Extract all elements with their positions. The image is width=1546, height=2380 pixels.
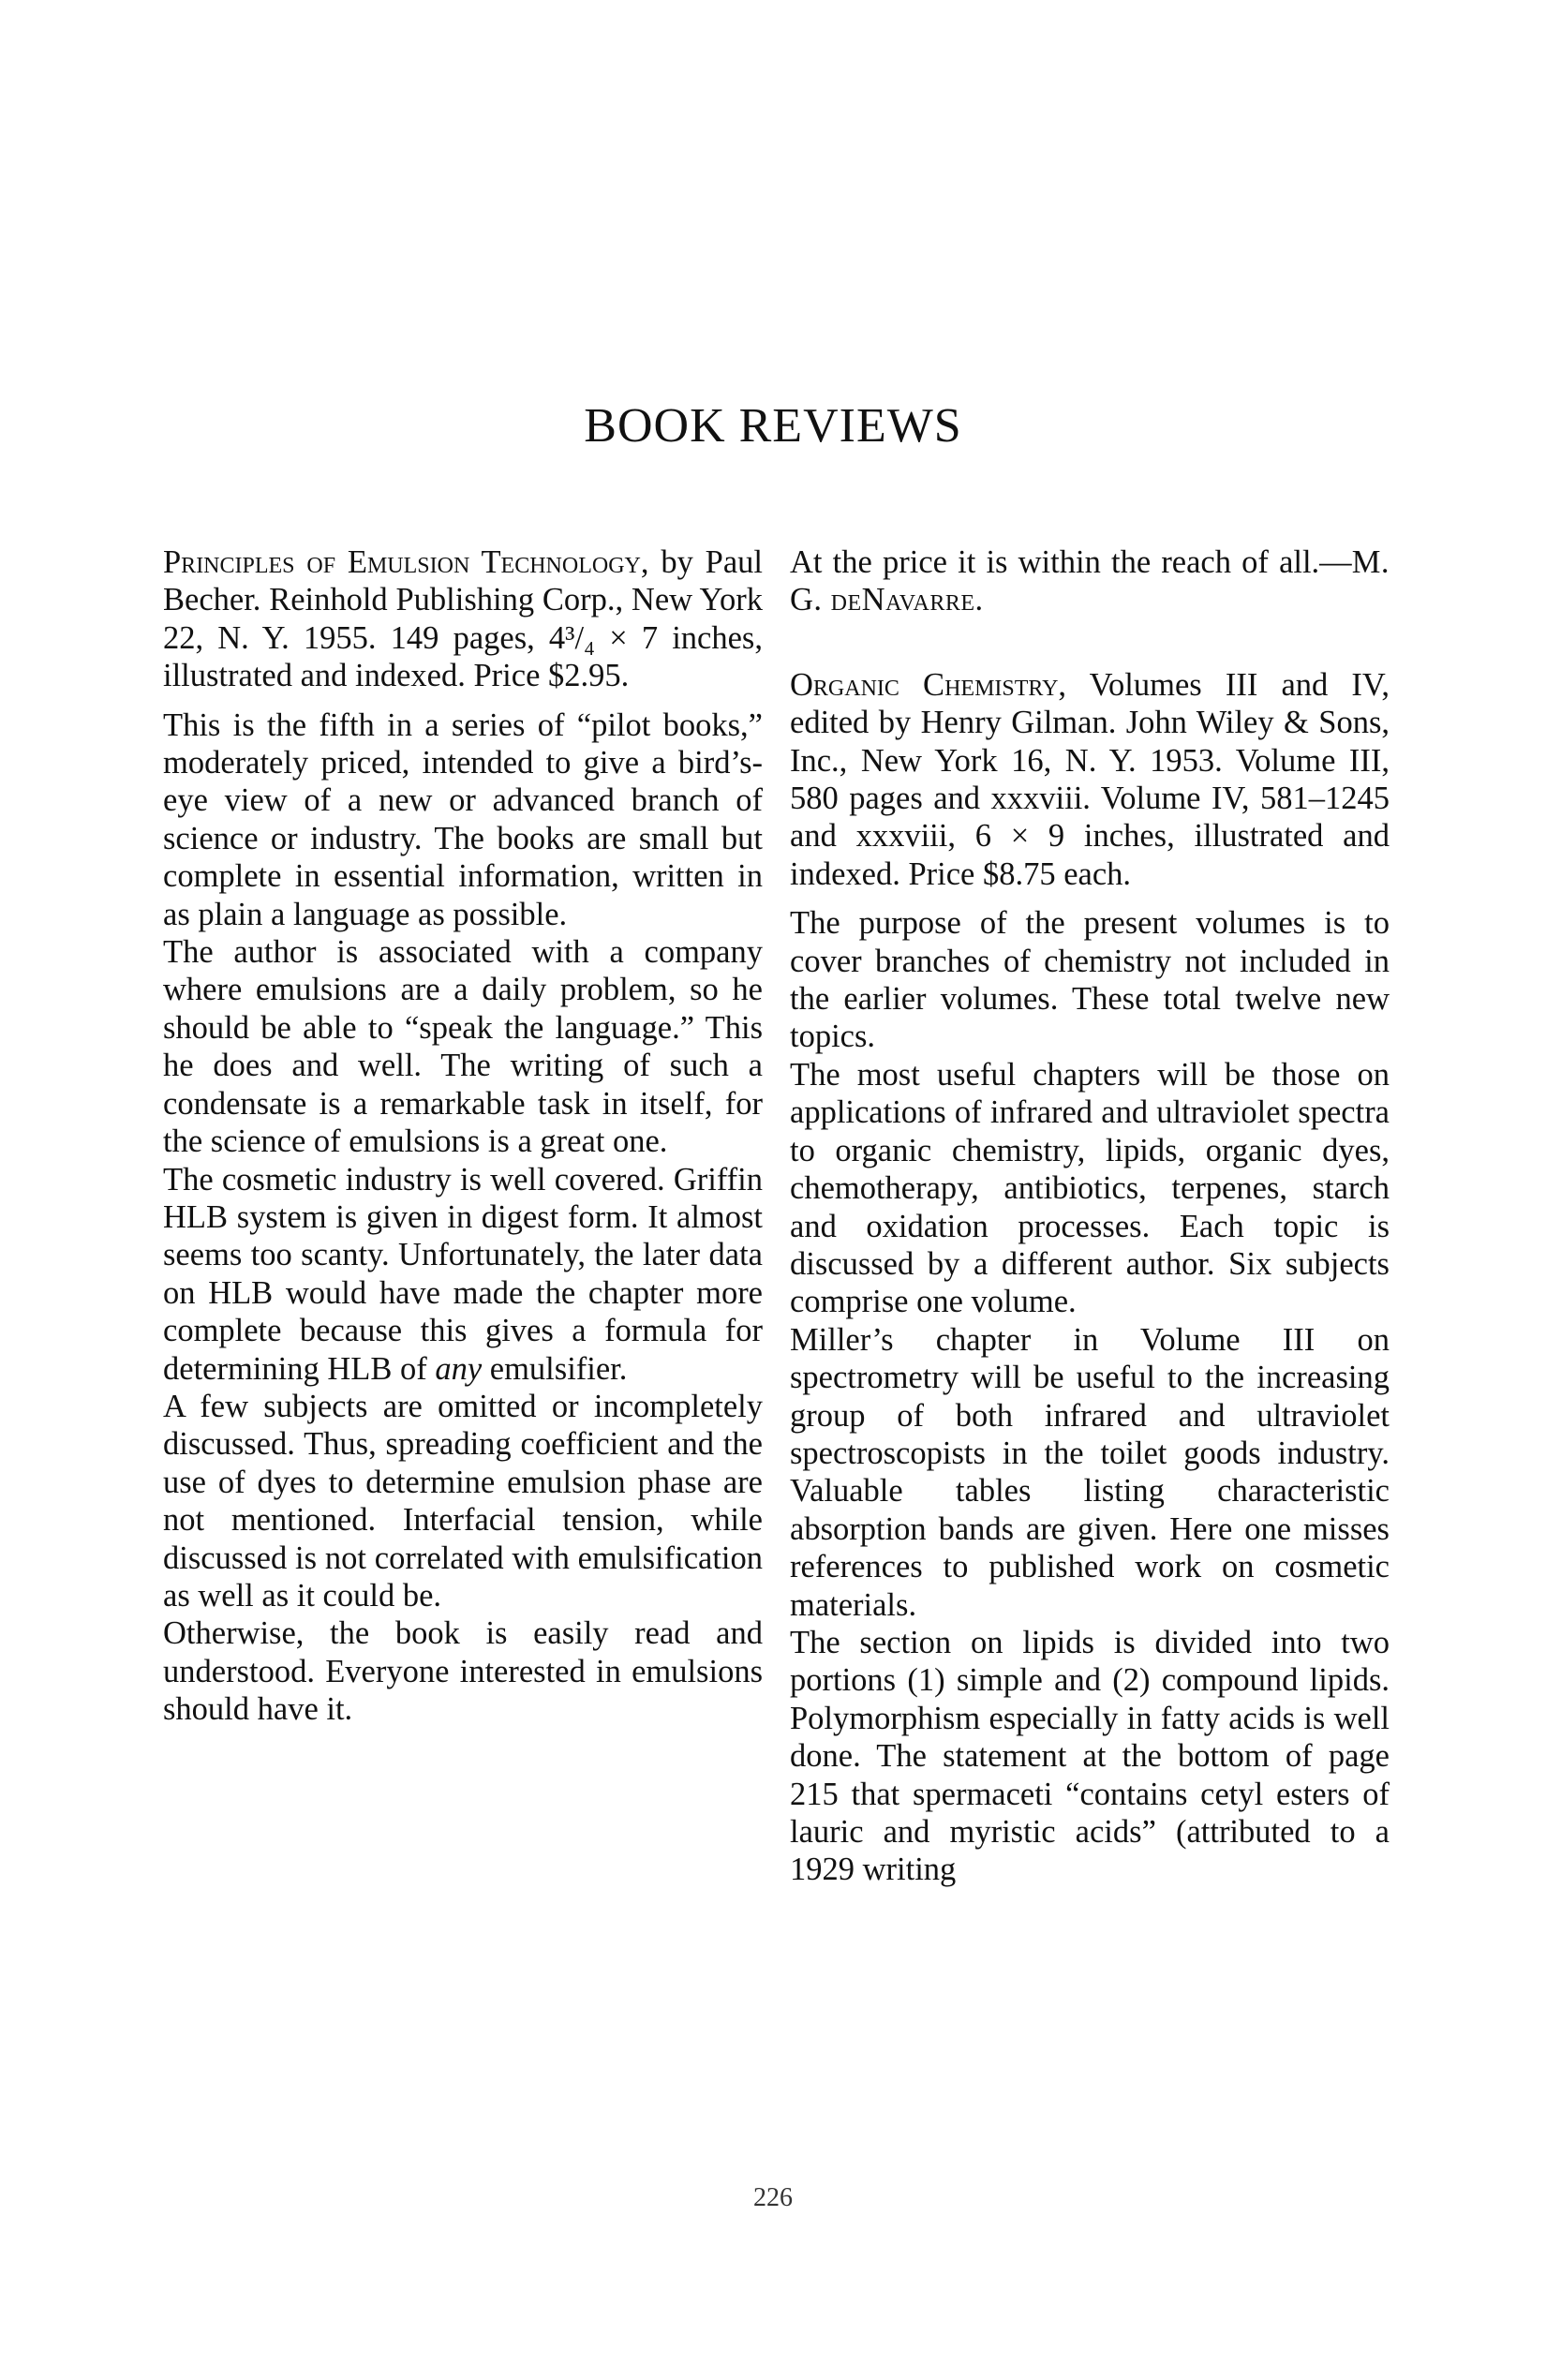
page-number: 226 [753,2183,793,2212]
review-paragraph: The author is associated with a company where emulsions are a daily problem, so he should be able to “speak the language.” This he does and well. The writing of such a condensate is a remarkable task in itself, for the science of emulsions is a great one. [163,934,763,1160]
closing-text: At the price it is within the reach of all.— [790,544,1352,580]
review-paragraph [163,1161,763,1388]
book-title: Principles of Emulsion Technology, [163,544,649,580]
paragraph-text: emulsifier. [489,1350,628,1387]
citation-details: by Paul Becher. Reinhold Publishing Corp., New York 22, N. Y. 1955. 149 pages, 4³/₄ × 7 inches, illustrated and indexed. Price $2.95. [163,544,763,694]
page-title: BOOK REVIEWS [584,399,962,453]
review-paragraph: A few subjects are omitted or incompletely discussed. Thus, spreading coefficient and the use of dyes to determine emulsion phase are not mentioned. Interfacial tension, while discussed is not correlated with emulsification as well as it could be. [163,1388,763,1614]
review-closing [790,543,1390,619]
review-paragraph: Miller’s chapter in Volume III on spectrometry will be useful to the increasing group of both infrared and ultraviolet spectroscopists in the toilet goods industry. Valuable tables listing characteristic absorption bands are given. Here one misses references to published work on cosmetic materials. [790,1321,1390,1623]
review-paragraph: This is the fifth in a series of “pilot books,” moderately priced, intended to give a bird’s-eye view of a new or advanced branch of science or industry. The books are small but complete in essential information, written in as plain a language as possible. [163,707,763,932]
paragraph-text: The cosmetic industry is well covered. Griffin HLB system is given in digest form. It almost seems too scanty. Unfortunately, the later data on HLB would have made the chapter more complete because this gives a formula for determining HLB of [163,1161,763,1387]
book-title: Organic Chemistry, [790,666,1067,703]
review-paragraph: Otherwise, the book is easily read and understood. Everyone interested in emulsions should have it. [163,1615,763,1728]
review-citation-organic-chemistry [790,666,1390,893]
right-column [790,543,1390,1889]
review-citation-emulsion-technology [163,543,763,695]
reviewer-name: M. G. deNavarre. [790,544,1390,618]
emphasis-text: any [435,1350,483,1387]
left-column [163,543,763,1729]
review-paragraph: The purpose of the present volumes is to cover branches of chemistry not included in the earlier volumes. These total twelve new topics. [790,905,1390,1055]
review-paragraph: The section on lipids is divided into two portions (1) simple and (2) compound lipids. Polymorphism especially in fatty acids is well done. The statement at the bottom of page 215 that spermaceti “contains cetyl esters of lauric and myristic acids” (attributed to a 1929 writing [790,1624,1390,1888]
review-paragraph: The most useful chapters will be those on applications of infrared and ultraviolet spectra to organic chemistry, lipids, organic dyes, chemotherapy, antibiotics, terpenes, starch and oxidation processes. Each topic is discussed by a different author. Six subjects comprise one volume. [790,1056,1390,1320]
citation-details: Volumes III and IV, edited by Henry Gilman. John Wiley & Sons, Inc., New York 16, N. Y. 1953. Volume III, 580 pages and xxxviii. Volume IV, 581–1245 and xxxviii, 6 × 9 inches, illustrated and indexed. Price $8.75 each. [790,666,1390,892]
